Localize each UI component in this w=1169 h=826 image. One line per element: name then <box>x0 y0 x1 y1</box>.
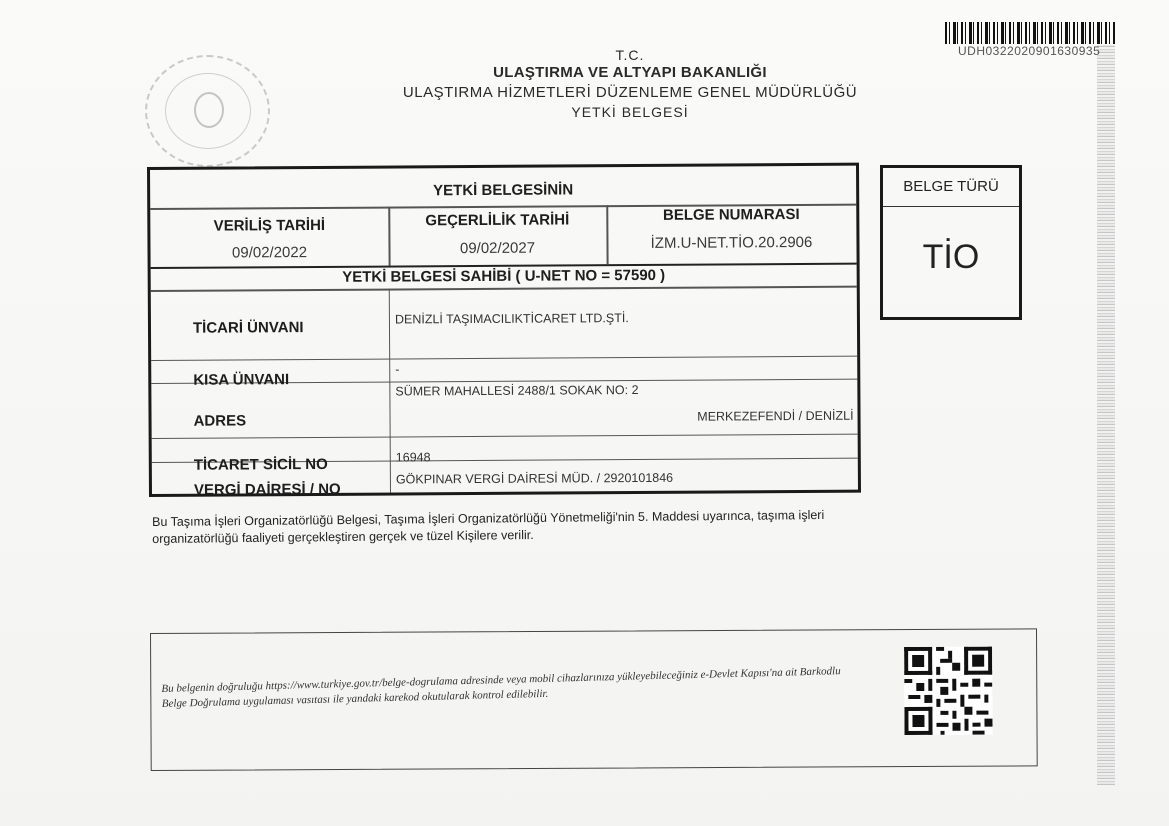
barcode-number: UDH0322020901630935 <box>958 44 1101 58</box>
tax-label: VERGİ DAİRESİ / NO <box>193 480 341 499</box>
trade-name-label: TİCARİ ÜNVANI <box>192 319 304 337</box>
validity-date-label: GEÇERLİLİK TARİHİ <box>425 211 570 230</box>
verification-box <box>150 628 1038 771</box>
validity-date-value: 09/02/2027 <box>459 239 536 258</box>
registry-label: TİCARET SİCİL NO <box>193 455 328 474</box>
address-line2: MERKEZEFENDİ / DENİZLİ <box>697 408 854 424</box>
qr-code <box>904 647 992 735</box>
trade-name-value: DENİZLİ TAŞIMACILIKTİCARET LTD.ŞTİ. <box>394 311 629 327</box>
document-number-label: BELGE NUMARASI <box>662 206 800 224</box>
tax-value: GÖKPINAR VERGİ DAİRESİ MÜD. / 2920101846 <box>395 470 674 487</box>
document-kind-label: BELGE TÜRÜ <box>883 168 1019 207</box>
document-kind-box <box>880 165 1022 320</box>
address-line1: SÜMER MAHALLESİ 2488/1 SOKAK NO: 2 <box>395 383 639 399</box>
header-ministry: ULAŞTIRMA VE ALTYAPI BAKANLIĞI <box>493 64 767 81</box>
issue-date-label: VERİLİŞ TARİHİ <box>213 216 326 235</box>
document-number-value: İZM.U-NET.TİO.20.2906 <box>650 233 813 252</box>
document-kind-value: TİO <box>922 238 980 276</box>
verification-text: Bu belgenin doğruluğu https://www.turkiye.gov.tr/belge-dogrulama adresinde veya mobil cihazlarınıza yükleyebileceğiniz e-Devlet Kapısı'na ait Barkodlu Belge Doğrulama uygulaması vasıtası ile yandaki karekod okutularak kontrol edilebilir. <box>161 665 841 710</box>
short-name-label: KISA ÜNVANI <box>193 371 290 389</box>
owner-title: YETKİ BELGESİ SAHİBİ ( U-NET NO = 57590 ) <box>342 266 666 286</box>
barcode <box>945 22 1115 44</box>
registry-value: 16948 <box>395 450 431 465</box>
header-document-type: YETKİ BELGESİ <box>571 104 689 120</box>
address-label: ADRES <box>193 412 247 430</box>
section-title: YETKİ BELGESİNİN <box>433 181 574 200</box>
ministry-seal-logo <box>145 55 270 167</box>
short-name-value: - <box>395 362 400 377</box>
issue-date-value: 09/02/2022 <box>231 244 308 262</box>
certificate-table <box>147 163 861 497</box>
header-directorate: ULAŞTIRMA HİZMETLERİ DÜZENLEME GENEL MÜDÜRLÜĞÜ <box>402 84 858 101</box>
legal-note: Bu Taşıma İşleri Organizatörlüğü Belgesi, Taşıma İşleri Organizatörlüğü Yönetmeliği'nin 5. Maddesi uyarınca, taşıma işleri organizatörlüğü faaliyeti gerçekleştiren gerçek ve tüzel Kişilere verilir. <box>152 507 825 546</box>
header-country: T.C. <box>615 47 645 63</box>
globe-icon <box>194 92 224 128</box>
scanner-edge-strip <box>1097 45 1115 785</box>
